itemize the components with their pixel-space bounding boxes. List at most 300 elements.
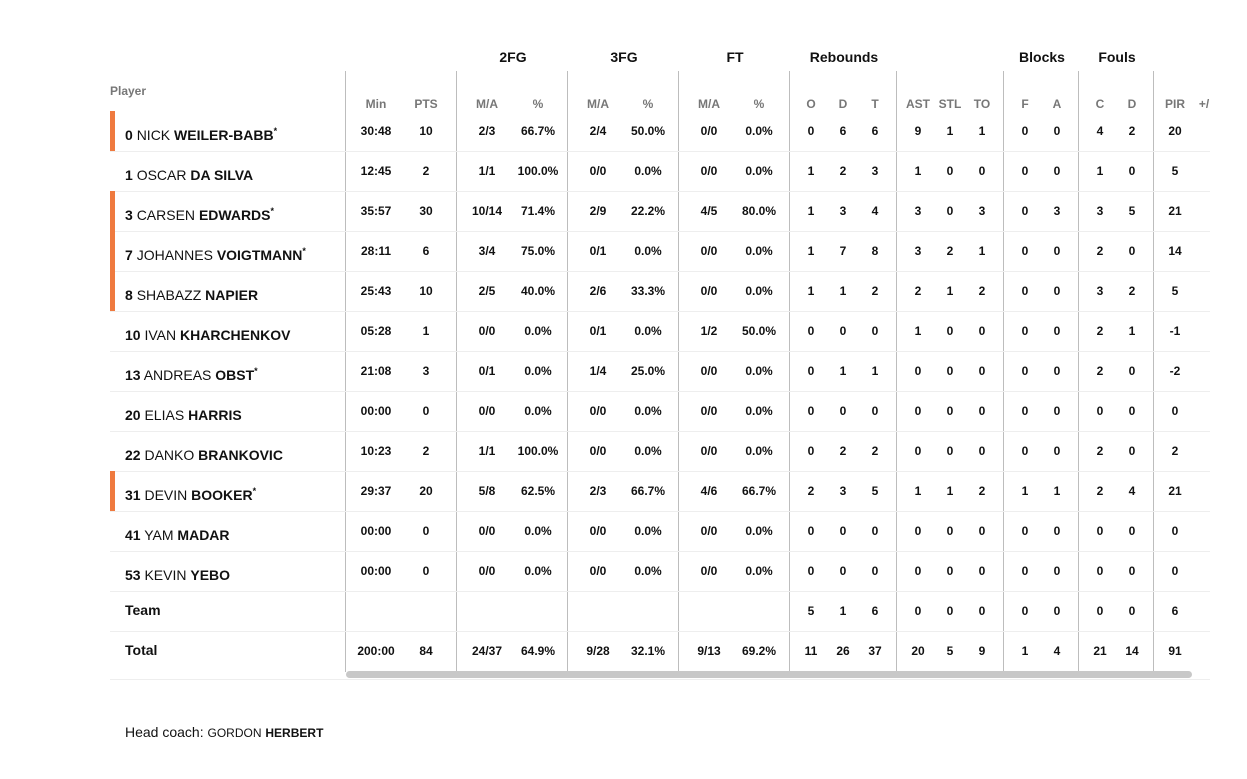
table-row: [0, 351, 1247, 391]
cell-ft-ma: 0/0: [700, 164, 718, 178]
cell-ft-pct: 0.0%: [745, 244, 773, 258]
cell-reb-d: 1: [839, 284, 847, 298]
cell-2fg-ma: 5/8: [478, 484, 496, 498]
cell-reb-o: 0: [807, 124, 815, 138]
cell-blk-f: 0: [1021, 244, 1029, 258]
col-header-foul-d: D: [1127, 97, 1137, 111]
cell-ast: 0: [914, 444, 922, 458]
cell-reb-t: 1: [871, 364, 879, 378]
table-row: [0, 391, 1247, 431]
cell-foul-c: 3: [1096, 284, 1104, 298]
cell-ast: 9: [914, 124, 922, 138]
cell-blk-a: 0: [1053, 164, 1061, 178]
cell-stl: 0: [946, 444, 954, 458]
cell-foul-c: 0: [1096, 524, 1104, 538]
row-divider: [110, 679, 1210, 680]
cell-3fg-pct: 0.0%: [634, 444, 662, 458]
head-coach-label: Head coach:: [125, 724, 204, 740]
cell-reb-d: 3: [839, 204, 847, 218]
cell-min: 30:48: [360, 124, 392, 138]
player-first-name: CARSEN: [136, 207, 196, 223]
player-name-link[interactable]: [125, 391, 242, 431]
cell-reb-d: 1: [839, 364, 847, 378]
cell-min: 29:37: [360, 484, 392, 498]
group-header-fouls: Fouls: [1098, 49, 1136, 65]
cell-blk-a: 0: [1053, 324, 1061, 338]
cell-blk-a: 0: [1053, 604, 1061, 618]
cell-reb-t: 2: [871, 444, 879, 458]
table-row: [0, 511, 1247, 551]
cell-pir: 14: [1168, 244, 1182, 258]
cell-pts: 10: [419, 284, 433, 298]
cell-2fg-pct: 40.0%: [520, 284, 556, 298]
col-header-ft-pct: %: [753, 97, 765, 111]
col-header-foul-c: C: [1095, 97, 1105, 111]
col-header-2fg-ma: M/A: [476, 97, 498, 111]
player-last-name: BOOKER: [191, 487, 253, 503]
cell-3fg-ma: 2/3: [589, 484, 607, 498]
player-name-link[interactable]: [125, 471, 256, 511]
cell-blk-f: 1: [1021, 484, 1029, 498]
cell-blk-a: 0: [1053, 284, 1061, 298]
cell-foul-d: 4: [1128, 484, 1136, 498]
cell-blk-f: 0: [1021, 284, 1029, 298]
cell-pir: 0: [1171, 404, 1179, 418]
cell-foul-d: 0: [1128, 364, 1136, 378]
player-last-name: DA SILVA: [190, 167, 254, 183]
cell-3fg-ma: 0/1: [589, 324, 607, 338]
cell-reb-d: 2: [839, 444, 847, 458]
player-mark: *: [302, 246, 306, 256]
cell-3fg-ma: 2/9: [589, 204, 607, 218]
player-first-name: SHABAZZ: [136, 287, 202, 303]
table-row: [0, 311, 1247, 351]
table-row: [0, 271, 1247, 311]
cell-foul-c: 2: [1096, 484, 1104, 498]
group-header-ft: FT: [726, 49, 744, 65]
col-header-to: TO: [973, 97, 991, 111]
player-name-link[interactable]: [125, 191, 274, 231]
cell-2fg-pct: 100.0%: [517, 164, 559, 178]
cell-ft-ma: 0/0: [700, 404, 718, 418]
cell-foul-d: 14: [1125, 644, 1139, 658]
player-name-link[interactable]: [125, 231, 306, 271]
player-last-name: KHARCHENKOV: [180, 327, 291, 343]
cell-ast: 0: [914, 524, 922, 538]
cell-2fg-ma: 0/1: [478, 364, 496, 378]
cell-pir: 6: [1171, 604, 1179, 618]
player-first-name: YAM: [144, 527, 174, 543]
cell-foul-c: 3: [1096, 204, 1104, 218]
cell-foul-c: 2: [1096, 364, 1104, 378]
cell-ft-pct: 50.0%: [741, 324, 777, 338]
cell-3fg-pct: 0.0%: [634, 324, 662, 338]
cell-reb-o: 2: [807, 484, 815, 498]
cell-ast: 1: [914, 324, 922, 338]
player-number: 13: [125, 367, 141, 383]
player-first-name: DEVIN: [144, 487, 188, 503]
cell-reb-d: 6: [839, 124, 847, 138]
player-name-link[interactable]: [125, 511, 230, 551]
cell-to: 3: [978, 204, 986, 218]
player-last-name: HARRIS: [188, 407, 242, 423]
cell-ft-pct: 0.0%: [745, 364, 773, 378]
cell-foul-c: 2: [1096, 324, 1104, 338]
cell-3fg-pct: 25.0%: [630, 364, 666, 378]
cell-blk-a: 0: [1053, 444, 1061, 458]
cell-ft-pct: 0.0%: [745, 404, 773, 418]
cell-reb-d: 0: [839, 524, 847, 538]
cell-2fg-pct: 71.4%: [520, 204, 556, 218]
cell-3fg-ma: 0/0: [589, 404, 607, 418]
cell-stl: 0: [946, 604, 954, 618]
col-header-blk-a: A: [1052, 97, 1062, 111]
col-header-reb-d: D: [838, 97, 848, 111]
player-number: 1: [125, 167, 133, 183]
cell-to: 2: [978, 284, 986, 298]
cell-stl: 2: [946, 244, 954, 258]
cell-ft-pct: 0.0%: [745, 124, 773, 138]
table-row: [0, 431, 1247, 471]
col-header-2fg-pct: %: [532, 97, 544, 111]
cell-ft-ma: 9/13: [697, 644, 721, 658]
cell-reb-o: 11: [804, 644, 818, 658]
cell-foul-c: 21: [1093, 644, 1107, 658]
cell-reb-t: 4: [871, 204, 879, 218]
cell-stl: 0: [946, 564, 954, 578]
player-number: 31: [125, 487, 141, 503]
cell-3fg-ma: 0/0: [589, 564, 607, 578]
player-name-link[interactable]: [125, 551, 230, 591]
cell-blk-f: 0: [1021, 404, 1029, 418]
cell-3fg-pct: 22.2%: [630, 204, 666, 218]
cell-foul-d: 1: [1128, 324, 1136, 338]
cell-min: 200:00: [357, 644, 395, 658]
col-header-3fg-ma: M/A: [587, 97, 609, 111]
cell-3fg-ma: 2/6: [589, 284, 607, 298]
cell-ft-ma: 0/0: [700, 524, 718, 538]
player-name-link[interactable]: [125, 271, 258, 311]
cell-ast: 0: [914, 404, 922, 418]
cell-blk-a: 0: [1053, 244, 1061, 258]
cell-blk-f: 0: [1021, 604, 1029, 618]
cell-ft-pct: 0.0%: [745, 564, 773, 578]
cell-ft-pct: 66.7%: [741, 484, 777, 498]
cell-foul-c: 0: [1096, 404, 1104, 418]
cell-reb-t: 6: [871, 124, 879, 138]
cell-foul-d: 2: [1128, 284, 1136, 298]
starter-indicator: [110, 111, 115, 151]
cell-blk-a: 4: [1053, 644, 1061, 658]
cell-2fg-ma: 24/37: [471, 644, 503, 658]
player-first-name: IVAN: [144, 327, 177, 343]
cell-foul-d: 5: [1128, 204, 1136, 218]
table-row: [0, 111, 1247, 151]
cell-pts: 10: [419, 124, 433, 138]
cell-stl: 0: [946, 324, 954, 338]
player-number: 53: [125, 567, 141, 583]
cell-reb-t: 37: [868, 644, 882, 658]
player-number: 8: [125, 287, 133, 303]
starter-indicator: [110, 271, 115, 311]
player-last-name: BRANKOVIC: [198, 447, 283, 463]
player-last-name: WEILER-BABB: [174, 127, 274, 143]
cell-min: 00:00: [360, 524, 392, 538]
cell-pir: 2: [1171, 444, 1179, 458]
cell-blk-f: 1: [1021, 644, 1029, 658]
cell-pir: 5: [1171, 164, 1179, 178]
col-header-plus-minus: +/: [1198, 97, 1210, 111]
cell-pts: 0: [422, 404, 430, 418]
cell-blk-f: 0: [1021, 564, 1029, 578]
cell-min: 25:43: [360, 284, 392, 298]
cell-pts: 6: [422, 244, 430, 258]
player-last-name: OBST: [215, 367, 255, 383]
table-row: [0, 551, 1247, 591]
cell-foul-d: 0: [1128, 404, 1136, 418]
cell-blk-a: 0: [1053, 124, 1061, 138]
cell-blk-f: 0: [1021, 524, 1029, 538]
cell-3fg-pct: 66.7%: [630, 484, 666, 498]
cell-3fg-ma: 1/4: [589, 364, 607, 378]
cell-blk-f: 0: [1021, 164, 1029, 178]
cell-ast: 2: [914, 284, 922, 298]
starter-indicator: [110, 231, 115, 271]
cell-reb-t: 0: [871, 524, 879, 538]
group-header-3fg: 3FG: [610, 49, 638, 65]
cell-3fg-ma: 9/28: [586, 644, 610, 658]
cell-blk-f: 0: [1021, 124, 1029, 138]
cell-min: 05:28: [360, 324, 392, 338]
cell-min: 00:00: [360, 564, 392, 578]
cell-blk-a: 3: [1053, 204, 1061, 218]
player-column-header: Player: [110, 84, 147, 98]
cell-blk-f: 0: [1021, 204, 1029, 218]
cell-stl: 0: [946, 204, 954, 218]
cell-ast: 0: [914, 364, 922, 378]
cell-2fg-ma: 3/4: [478, 244, 496, 258]
team-label: Team: [125, 602, 161, 618]
cell-3fg-pct: 0.0%: [634, 564, 662, 578]
cell-ft-ma: 0/0: [700, 444, 718, 458]
total-label: Total: [125, 642, 158, 658]
cell-ft-ma: 1/2: [700, 324, 718, 338]
player-number: 7: [125, 247, 133, 263]
player-first-name: ANDREAS: [143, 367, 212, 383]
cell-reb-d: 7: [839, 244, 847, 258]
cell-stl: 1: [946, 284, 954, 298]
cell-to: 0: [978, 324, 986, 338]
cell-2fg-ma: 0/0: [478, 324, 496, 338]
cell-ast: 1: [914, 164, 922, 178]
head-coach-first-name: GORDON: [207, 726, 262, 740]
cell-blk-a: 0: [1053, 564, 1061, 578]
cell-pts: 3: [422, 364, 430, 378]
cell-to: 1: [978, 124, 986, 138]
cell-2fg-ma: 10/14: [471, 204, 503, 218]
cell-ft-pct: 69.2%: [741, 644, 777, 658]
player-name-link[interactable]: [125, 351, 258, 391]
col-header-reb-o: O: [806, 97, 816, 111]
cell-2fg-pct: 0.0%: [524, 564, 552, 578]
cell-reb-o: 0: [807, 404, 815, 418]
player-last-name: MADAR: [177, 527, 230, 543]
head-coach: [125, 724, 323, 740]
cell-pts: 0: [422, 524, 430, 538]
player-name-link[interactable]: [125, 431, 283, 471]
total-row: [0, 631, 1247, 671]
cell-pir: -2: [1169, 364, 1181, 378]
player-number: 41: [125, 527, 141, 543]
player-mark: *: [270, 206, 275, 216]
cell-ft-pct: 80.0%: [741, 204, 777, 218]
team-row: [0, 591, 1247, 631]
cell-foul-d: 0: [1128, 244, 1136, 258]
player-number: 0: [125, 127, 133, 143]
col-header-ast: AST: [906, 97, 930, 111]
cell-stl: 1: [946, 124, 954, 138]
player-mark: *: [252, 486, 257, 496]
cell-2fg-pct: 64.9%: [520, 644, 556, 658]
cell-ast: 0: [914, 604, 922, 618]
cell-ft-pct: 0.0%: [745, 284, 773, 298]
col-header-blk-f: F: [1021, 97, 1029, 111]
cell-ft-ma: 0/0: [700, 564, 718, 578]
cell-reb-d: 26: [836, 644, 850, 658]
cell-3fg-ma: 2/4: [589, 124, 607, 138]
cell-to: 0: [978, 564, 986, 578]
cell-blk-a: 0: [1053, 524, 1061, 538]
cell-3fg-pct: 0.0%: [634, 244, 662, 258]
cell-reb-t: 0: [871, 324, 879, 338]
starter-indicator: [110, 471, 115, 511]
cell-2fg-pct: 0.0%: [524, 324, 552, 338]
cell-min: 10:23: [360, 444, 392, 458]
head-coach-last-name: HERBERT: [265, 726, 324, 740]
cell-stl: 1: [946, 484, 954, 498]
player-name-link[interactable]: [125, 151, 253, 191]
cell-pts: 84: [419, 644, 433, 658]
player-first-name: OSCAR: [136, 167, 187, 183]
cell-blk-a: 0: [1053, 364, 1061, 378]
cell-reb-o: 1: [807, 284, 815, 298]
player-number: 20: [125, 407, 141, 423]
cell-ft-ma: 0/0: [700, 244, 718, 258]
cell-ft-ma: 4/5: [700, 204, 718, 218]
player-mark: *: [273, 126, 278, 136]
cell-to: 0: [978, 524, 986, 538]
player-name-link[interactable]: [125, 311, 290, 351]
cell-min: 21:08: [360, 364, 392, 378]
cell-ast: 3: [914, 244, 922, 258]
table-row: [0, 471, 1247, 511]
cell-3fg-pct: 0.0%: [634, 404, 662, 418]
col-header-ft-ma: M/A: [698, 97, 720, 111]
cell-foul-d: 0: [1128, 524, 1136, 538]
cell-2fg-pct: 75.0%: [520, 244, 556, 258]
col-header-reb-t: T: [871, 97, 879, 111]
cell-pts: 30: [419, 204, 433, 218]
cell-foul-c: 0: [1096, 604, 1104, 618]
cell-2fg-ma: 0/0: [478, 524, 496, 538]
cell-pir: 5: [1171, 284, 1179, 298]
player-last-name: NAPIER: [205, 287, 259, 303]
cell-ast: 3: [914, 204, 922, 218]
cell-reb-o: 0: [807, 444, 815, 458]
cell-3fg-pct: 32.1%: [630, 644, 666, 658]
player-first-name: NICK: [136, 127, 171, 143]
player-name-link[interactable]: [125, 111, 277, 151]
cell-pir: 20: [1168, 124, 1182, 138]
cell-ft-ma: 0/0: [700, 284, 718, 298]
cell-foul-d: 0: [1128, 604, 1136, 618]
col-header-stl: STL: [938, 97, 962, 111]
cell-3fg-pct: 33.3%: [630, 284, 666, 298]
player-number: 22: [125, 447, 141, 463]
cell-2fg-ma: 2/5: [478, 284, 496, 298]
cell-2fg-pct: 0.0%: [524, 524, 552, 538]
col-header-3fg-pct: %: [642, 97, 654, 111]
col-header-pir: PIR: [1164, 97, 1186, 111]
cell-foul-d: 0: [1128, 564, 1136, 578]
cell-pir: 0: [1171, 524, 1179, 538]
cell-ast: 0: [914, 564, 922, 578]
cell-pir: -1: [1169, 324, 1181, 338]
cell-pir: 91: [1168, 644, 1182, 658]
player-last-name: YEBO: [190, 567, 231, 583]
cell-foul-d: 0: [1128, 164, 1136, 178]
cell-3fg-ma: 0/0: [589, 164, 607, 178]
player-mark: *: [254, 366, 258, 376]
cell-to: 0: [978, 404, 986, 418]
cell-foul-c: 1: [1096, 164, 1104, 178]
cell-stl: 5: [946, 644, 954, 658]
cell-3fg-pct: 0.0%: [634, 164, 662, 178]
horizontal-scrollbar[interactable]: [346, 671, 1192, 678]
player-first-name: DANKO: [144, 447, 195, 463]
cell-min: 00:00: [360, 404, 392, 418]
cell-to: 9: [978, 644, 986, 658]
group-header-2fg: 2FG: [499, 49, 527, 65]
player-last-name: VOIGTMANN: [216, 247, 303, 263]
cell-pir: 21: [1168, 204, 1182, 218]
player-number: 3: [125, 207, 133, 223]
cell-min: 28:11: [360, 244, 392, 258]
cell-pir: 0: [1171, 564, 1179, 578]
cell-pir: 21: [1168, 484, 1182, 498]
cell-blk-a: 1: [1053, 484, 1061, 498]
cell-reb-o: 0: [807, 324, 815, 338]
cell-reb-t: 6: [871, 604, 879, 618]
player-first-name: KEVIN: [144, 567, 187, 583]
cell-pts: 20: [419, 484, 433, 498]
group-header-rebounds: Rebounds: [809, 49, 879, 65]
cell-blk-f: 0: [1021, 364, 1029, 378]
cell-foul-c: 2: [1096, 444, 1104, 458]
cell-reb-o: 1: [807, 164, 815, 178]
cell-3fg-pct: 0.0%: [634, 524, 662, 538]
cell-3fg-ma: 0/0: [589, 524, 607, 538]
cell-reb-t: 8: [871, 244, 879, 258]
cell-stl: 0: [946, 164, 954, 178]
cell-min: 35:57: [360, 204, 392, 218]
cell-reb-o: 0: [807, 524, 815, 538]
group-header-blocks: Blocks: [1019, 49, 1065, 65]
cell-2fg-ma: 0/0: [478, 564, 496, 578]
cell-reb-d: 3: [839, 484, 847, 498]
table-row: [0, 191, 1247, 231]
cell-ft-pct: 0.0%: [745, 444, 773, 458]
